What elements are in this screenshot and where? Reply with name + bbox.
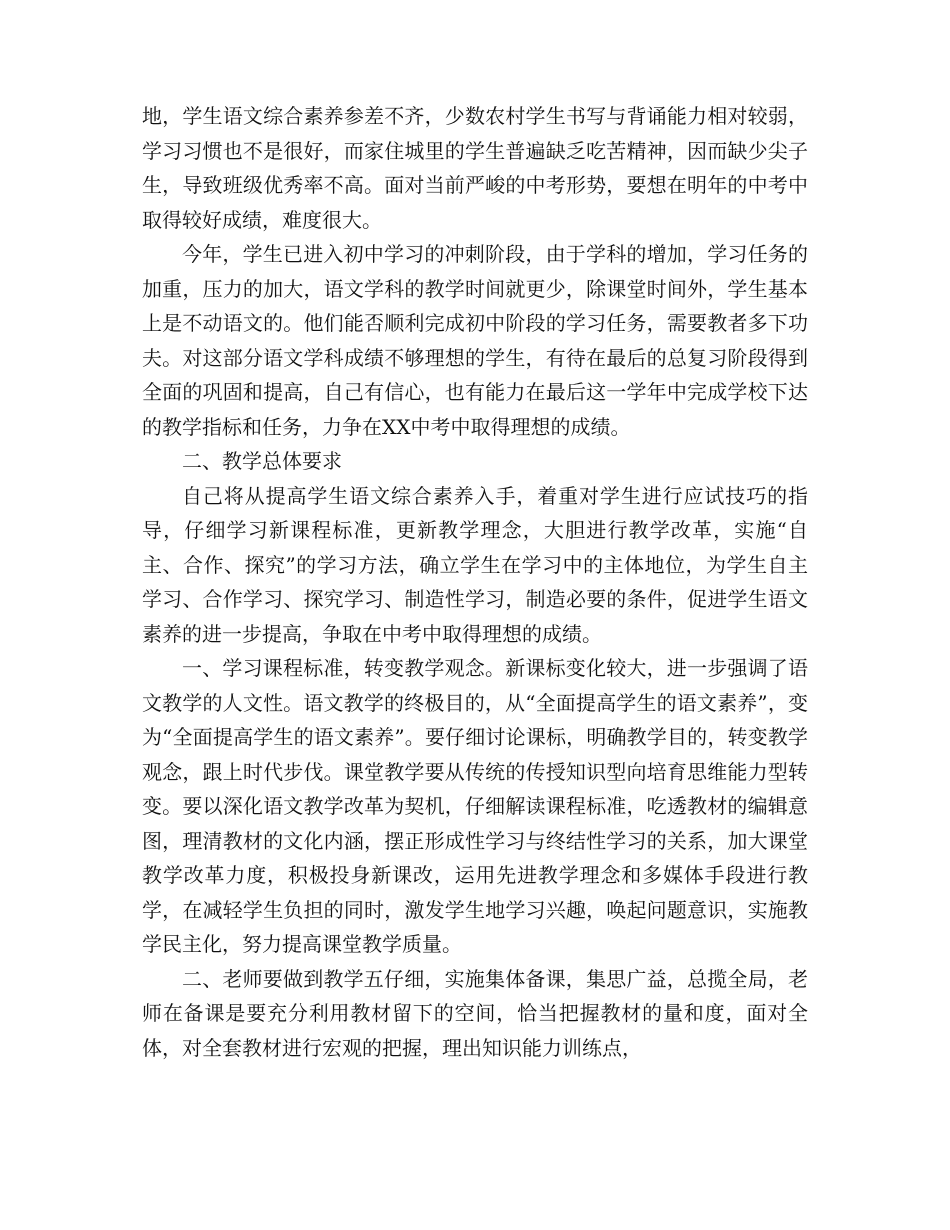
paragraph-item-one: 一、学习课程标准，转变教学观念。新课标变化较大，进一步强调了语文教学的人文性。语文教学的终极目的，从“全面提高学生的语文素养”，变为“全面提高学生的语文素养”。要仔细讨论课标，明确教学目的，转变教学观念，跟上时代步伐。课堂教学要从传统的传授知识型向培育思维能力型转变。要以深化语文教学改革为契机，仔细解读课程标准，吃透教材的编辑意图，理清教材的文化内涵，摆正形成性学习与终结性学习的关系，加大课堂教学改革力度，积极投身新课改，运用先进教学理念和多媒体手段进行教学，在减轻学生负担的同时，激发学生地学习兴趣，唤起问题意识，实施教学民主化，努力提高课堂教学质量。 — [142, 656, 808, 956]
section-heading-overall-requirements: 二、教学总体要求 — [182, 449, 342, 473]
paragraph-this-year: 今年，学生已进入初中学习的冲刺阶段，由于学科的增加，学习任务的加重，压力的加大，语文学科的教学时间就更少，除课堂时间外，学生基本上是不动语文的。他们能否顺利完成初中阶段的学习任务，需要教者多下功夫。对这部分语文学科成绩不够理想的学生，有待在最后的总复习阶段得到全面的巩固和提高，自己有信心，也有能力在最后这一学年中完成学校下达的教学指标和任务，力争在XX中考中取得理想的成绩。 — [142, 242, 808, 439]
paragraph-overall-requirements: 自己将从提高学生语文综合素养入手，着重对学生进行应试技巧的指导，仔细学习新课程标准，更新教学理念，大胆进行教学改革，实施“自主、合作、探究”的学习方法，确立学生在学习中的主体地位，为学生自主学习、合作学习、探究学习、制造性学习，制造必要的条件，促进学生语文素养的进一步提高，争取在中考中取得理想的成绩。 — [142, 483, 808, 646]
paragraph-continuation: 地，学生语文综合素养参差不齐，少数农村学生书写与背诵能力相对较弱，学习习惯也不是很好，而家住城里的学生普遍缺乏吃苦精神，因而缺少尖子生，导致班级优秀率不高。面对当前严峻的中考形势，要想在明年的中考中取得较好成绩，难度很大。 — [142, 104, 808, 232]
document-page — [142, 99, 808, 1065]
paragraph-item-two: 二、老师要做到教学五仔细，实施集体备课，集思广益，总揽全局，老师在备课是要充分利用教材留下的空间，恰当把握教材的量和度，面对全体，对全套教材进行宏观的把握，理出知识能力训练点， — [142, 966, 808, 1060]
